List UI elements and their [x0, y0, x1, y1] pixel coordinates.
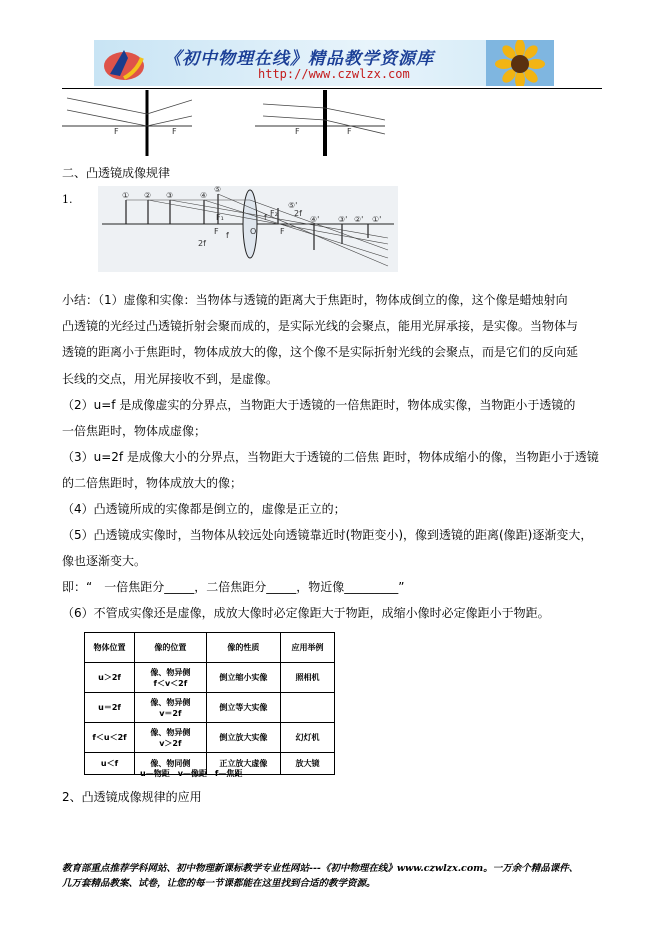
summary-line: （5）凸透镜成实像时，当物体从较远处向透镜靠近时(物距变小)，像到透镜的距离(像距)逐渐变大， [62, 528, 593, 542]
table-header: 应用举例 [281, 633, 335, 663]
axis-label: f [226, 231, 229, 240]
summary-line: （6）不管成实像还是虚像，成放大像时必定像距大于物距，成缩小像时必定像距小于物距。 [62, 606, 550, 620]
table-cell: 倒立等大实像 [206, 693, 280, 723]
summary-line: （3）u=2f 是成像大小的分界点，当物距大于透镜的二倍焦 距时，物体成缩小的像，当物距小于透镜 [62, 450, 599, 464]
section-title: 二、凸透镜成像规律 [62, 166, 171, 180]
axis-label: F [214, 227, 219, 236]
table-cell: 倒立放大实像 [206, 723, 280, 753]
imaging-rules-table [84, 632, 335, 775]
summary-line: 的二倍焦距时，物体成放大的像； [62, 476, 243, 490]
table-cell: 照相机 [281, 663, 335, 693]
banner-url[interactable]: http://www.czwlzx.com [258, 67, 410, 81]
axis-label: F₂ [270, 209, 278, 218]
cell-line: 像、物异侧 [150, 667, 191, 677]
table-header: 像的位置 [135, 633, 207, 663]
image-label: ②' [354, 215, 364, 224]
axis-label: 2f [198, 239, 206, 248]
site-logo-icon [102, 44, 146, 84]
cell-line: v＞2f [159, 738, 182, 748]
footer-line: 几万套精品教案、试卷，让您的每一节课都能在这里找到合适的教学资源。 [62, 878, 376, 889]
focus-label: F [347, 127, 352, 136]
image-label: ①' [372, 215, 382, 224]
summary-line: 小结：（1）虚像和实像：当物体与透镜的距离大于焦距时，物体成倒立的像，这个像是蜡烛射向 [62, 293, 568, 307]
cell-line: f＜v＜2f [153, 678, 188, 688]
summary-line: 一倍焦距时，物体成虚像； [62, 424, 207, 438]
summary-line: 长线的交点，用光屏接收不到，是虚像。 [62, 372, 279, 386]
sunflower-icon [486, 40, 554, 86]
footer-line: 教育部重点推荐学科网站、初中物理新课标教学专业性网站---《初中物理在线》www.czwlzx.com。一万余个精品课件、 [62, 863, 579, 874]
header-banner [94, 40, 554, 86]
object-label: ② [144, 191, 152, 200]
table-cell [135, 723, 207, 753]
table-cell: u＜f [85, 753, 135, 775]
item-number: 1. [62, 193, 73, 206]
axis-label: O [250, 227, 257, 236]
table-cell [135, 693, 207, 723]
table-cell: u＝2f [85, 693, 135, 723]
table-cell [281, 693, 335, 723]
image-label: ④' [310, 215, 320, 224]
concave-lens-ray-diagram-right [255, 90, 385, 158]
convex-lens-imaging-diagram [98, 186, 398, 272]
summary-line: 像也逐渐变大。 [62, 554, 147, 568]
axis-label: F₁ [216, 213, 224, 222]
focus-label: F [172, 127, 177, 136]
object-label: ① [122, 191, 130, 200]
concave-lens-ray-diagram-left [62, 90, 192, 158]
table-cell [135, 663, 207, 693]
summary-line: （4）凸透镜所成的实像都是倒立的，虚像是正立的； [62, 502, 346, 516]
table-cell: f＜u＜2f [85, 723, 135, 753]
table-cell: 幻灯机 [281, 723, 335, 753]
table-cell: 像、物同侧 [135, 753, 207, 775]
table-header: 物体位置 [85, 633, 135, 663]
axis-label: 2f [294, 209, 302, 218]
object-label: ④ [200, 191, 208, 200]
object-label: ③ [166, 191, 174, 200]
header-rule [62, 88, 602, 89]
summary-line: 透镜的距离小于焦距时，物体成放大的像，这个像不是实际折射光线的会聚点，而是它们的反向延 [62, 345, 579, 359]
table-cell: 正立放大虚像 [206, 753, 280, 775]
axis-label: F [280, 227, 285, 236]
image-label: ③' [338, 215, 348, 224]
table-cell: 倒立缩小实像 [206, 663, 280, 693]
focus-label: F [295, 127, 300, 136]
image-label: ⑤' [288, 201, 298, 210]
table-row [85, 663, 335, 693]
cell-line: v＝2f [159, 708, 182, 718]
table-cell: 放大镜 [281, 753, 335, 775]
axis-label: f [264, 213, 267, 222]
item-2-title: 2、凸透镜成像规律的应用 [62, 790, 202, 804]
focus-label: F [114, 127, 119, 136]
summary-line: 凸透镜的光经过凸透镜折射会聚而成的，是实际光线的会聚点，能用光屏承接，是实像。当物体与 [62, 319, 579, 333]
banner-title: 《初中物理在线》精品教学资源库 [164, 49, 434, 69]
cell-line: 像、物异侧 [150, 727, 191, 737]
table-header: 像的性质 [206, 633, 280, 663]
table-row [85, 723, 335, 753]
summary-line: （2）u=f 是成像虚实的分界点，当物距大于透镜的一倍焦距时，物体成实像，当物距小于透镜的 [62, 398, 576, 412]
page-footer [62, 861, 622, 891]
summary-line: 即：“ 一倍焦距分_____，二倍焦距分_____，物近像_________” [62, 580, 405, 594]
table-cell: u＞2f [85, 663, 135, 693]
cell-line: 像、物异侧 [150, 697, 191, 707]
object-label: ⑤ [214, 186, 222, 194]
table-caption: u—物距 v—像距 f—焦距 [140, 769, 243, 778]
table-row [85, 693, 335, 723]
